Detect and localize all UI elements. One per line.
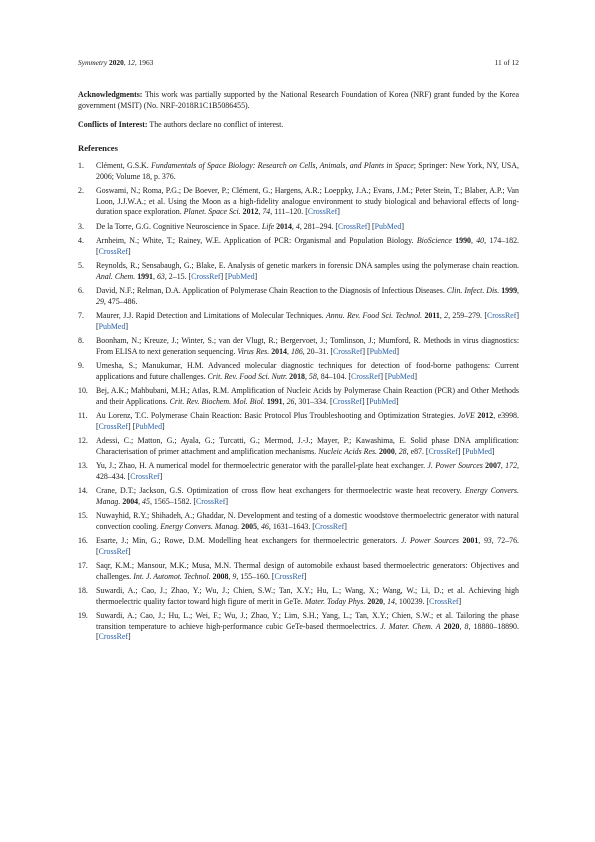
reference-journal: Life [261,221,275,231]
crossref-link[interactable]: CrossRef [337,221,368,231]
conflicts-label: Conflicts of Interest: [78,119,148,129]
reference-title: Achieving high thermoelectric quality factor toward high figure of merit in GeTe. [96,585,519,606]
crossref-link[interactable]: CrossRef [98,421,129,431]
reference-journal: BioScience [416,235,452,245]
reference-authors: Reynolds, R.; Sensabaugh, G.; Blake, E. [96,260,226,270]
reference-volume: 45 [142,496,150,506]
reference-year: 2008 [212,571,229,581]
reference-pages: 18880–18890. [473,621,519,631]
crossref-link[interactable]: CrossRef [130,471,160,481]
reference-year: 2020 [367,596,384,606]
reference-year: 1991 [137,271,153,281]
reference-year: 1991 [266,396,283,406]
reference-volume: 40 [476,235,485,245]
reference-authors: Clément, G.S.K. [96,160,149,170]
reference-item: 10. Bej, A.K.; Mahbubani, M.H.; Atlas, R.M. Amplification of Nucleic Acids by Polymerase Chain Reaction (PCR) and Other Methods and their Applications. Crit. Rev. Biochem. Mol. Biol. 1991, 26, 301–334. [CrossRef] [PubMed] [78,385,519,406]
running-header [78,58,519,67]
references-list [78,161,519,644]
reference-pages: 2–15. [168,271,187,281]
reference-item: 16. Esarte, J.; Min, G.; Rowe, D.M. Modelling heat exchangers for thermoelectric generators. J. Power Sources 2001, 93, 72–76. [CrossRef] [78,535,519,556]
reference-volume: 93 [483,535,492,545]
pubmed-link[interactable]: PubMed [369,346,397,356]
reference-item: 18. Suwardi, A.; Cao, J.; Zhao, Y.; Wu, J.; Chien, S.W.; Tan, X.Y.; Hu, L.; Wang, X.; Wang, W.; Li, D.; et al. Achieving high thermoelectric quality factor toward high figure of merit in GeTe. Mater. Today Phys. 2020, 14, 100239. [CrossRef] [78,585,519,606]
reference-title: Tailoring the phase transition temperature to achieve high-performance cubic GeTe-based thermoelectrics. [96,610,519,631]
reference-journal: Anal. Chem. [96,271,136,281]
pubmed-link[interactable]: PubMed [369,396,396,406]
pubmed-link[interactable]: PubMed [227,271,255,281]
reference-volume: 74 [262,207,271,217]
reference-number: 13. [78,460,88,470]
reference-journal: Mater. Today Phys. [304,596,366,606]
reference-number: 8. [78,335,84,345]
reference-journal: Nucleic Acids Res. [318,446,377,456]
reference-authors: De la Torre, G.G. [96,221,151,231]
reference-year: 2014 [276,221,292,231]
reference-journal: Energy Convers. Manag. [160,521,240,531]
reference-item: 11. Au Lorenz, T.C. Polymerase Chain Reaction: Basic Protocol Plus Troubleshooting and Optimization Strategies. JoVE 2012, e3998. [CrossRef] [PubMed] [78,410,519,431]
pubmed-link[interactable]: PubMed [465,446,492,456]
journal-year: 2020 [109,58,124,67]
crossref-link[interactable]: CrossRef [191,271,221,281]
acknowledgments-text: This work was partially supported by the National Research Foundation of Korea (NRF) grant funded by the Korea government (MSIT) (No. NRF-2018R1C1B5086455). [78,90,519,110]
pubmed-link[interactable]: PubMed [387,371,415,381]
reference-item: 15. Nuwayhid, R.Y.; Shihadeh, A.; Ghaddar, N. Development and testing of a domestic woodstove thermoelectric generator with natural convection cooling. Energy Convers. Manag. 2005, 46, 1631–1643. [CrossRef] [78,510,519,531]
crossref-link[interactable]: CrossRef [98,546,129,556]
reference-item: 2. Goswami, N.; Roma, P.G.; De Boever, P.; Clément, G.; Hargens, A.R.; Loeppky, J.A.; Evans, J.M.; Peter Stein, T.; Blaber, A.P.; Van Loon, J.J.W.A.; et al. Using the Moon as a high-fidelity analogue environment to study biological and behavioral effects of long-duration space exploration. Planet. Space Sci. 2012, 74, 111–120. [CrossRef] [78,185,519,217]
crossref-link[interactable]: CrossRef [486,310,517,320]
reference-year: 2012 [477,410,494,420]
reference-number: 10. [78,385,88,395]
reference-volume: 46 [260,521,269,531]
acknowledgments-label: Acknowledgments: [78,90,143,99]
reference-year: 2001 [462,535,479,545]
reference-journal: J. Power Sources [400,535,459,545]
reference-item: 7. Maurer, J.J. Rapid Detection and Limitations of Molecular Techniques. Annu. Rev. Food Sci. Technol. 2011, 2, 259–279. [CrossRef] [PubMed] [78,310,519,331]
reference-volume: 58 [308,371,317,381]
reference-pages: 281–294. [303,221,334,231]
reference-pages: e87. [410,446,424,456]
reference-year: 1999 [501,285,518,295]
reference-item: 12. Adessi, C.; Matton, G.; Ayala, G.; Turcatti, G.; Mermod, J.-J.; Mayer, P.; Kawashima, E. Solid phase DNA amplification: Characterisation of primer attachment and amplification mechanisms. Nucleic Acids Res. 2000, 28, e87. [CrossRef] [PubMed] [78,435,519,456]
article-number: 1963 [138,58,154,67]
crossref-link[interactable]: CrossRef [351,371,381,381]
reference-title: Application of Polymerase Chain Reaction to the Diagnosis of Infectious Diseases. [182,285,445,295]
conflicts-text: The authors declare no conflict of interest. [149,119,284,129]
reference-number: 11. [78,410,88,420]
reference-authors: Au Lorenz, T.C. [96,410,149,420]
main-content [78,90,519,647]
reference-item: 8. Boonham, N.; Kreuze, J.; Winter, S.; van der Vlugt, R.; Bergervoet, J.; Tomlinson, J.; Mumford, R. Methods in virus diagnostics: From ELISA to next generation sequencing. Virus Res. 2014, 186, 20–31. [CrossRef] [PubMed] [78,335,520,356]
reference-year: 2000 [378,446,395,456]
reference-pages: 72–76. [497,535,519,545]
reference-volume: 29 [96,296,104,306]
reference-item: 17. Saqr, K.M.; Mansour, M.K.; Musa, M.N. Thermal design of automobile exhaust based thermoelectric generators: Objectives and challenges. Int. J. Automot. Technol. 2008, 9, 155–160. [CrossRef] [78,560,519,581]
reference-item: 13. Yu, J.; Zhao, H. A numerical model for thermoelectric generator with the parallel-plate heat exchanger. J. Power Sources 2007, 172, 428–434. [CrossRef] [78,460,519,481]
reference-pages: 475–486. [107,296,138,306]
reference-journal: Int. J. Automot. Technol. [133,571,211,581]
reference-year: 2014 [271,346,287,356]
reference-journal: Clin. Infect. Dis. [446,285,500,295]
reference-journal: JoVE [457,410,475,420]
crossref-link[interactable]: CrossRef [98,632,129,642]
reference-number: 4. [78,235,84,245]
crossref-link[interactable]: CrossRef [428,446,458,456]
reference-authors: Crane, D.T.; Jackson, G.S. [96,485,184,495]
crossref-link[interactable]: CrossRef [332,396,362,406]
crossref-link[interactable]: CrossRef [274,571,304,581]
reference-authors: Maurer, J.J. [96,310,134,320]
reference-item: 4. Arnheim, N.; White, T.; Rainey, W.E. Application of PCR: Organismal and Population Biology. BioScience 1990, 40, 174–182. [CrossRef] [78,235,519,256]
crossref-link[interactable]: CrossRef [429,596,459,606]
reference-pages: 428–434. [96,471,126,481]
reference-journal: Energy Convers. Manag. [96,485,519,506]
reference-authors: Goswami, N.; Roma, P.G.; De Boever, P.; Clément, G.; Hargens, A.R.; Loeppky, J.A.; Evans, J.M.; Peter Stein, T.; Blaber, A.P.; Van Loon, J.J.W.A.; et al. [96,185,519,206]
reference-number: 14. [78,485,88,495]
reference-year: 2004 [122,496,139,506]
reference-year: 2020 [443,621,460,631]
reference-journal: J. Mater. Chem. A [380,621,441,631]
reference-item: 19. Suwardi, A.; Cao, J.; Hu, L.; Wei, F.; Wu, J.; Zhao, Y.; Lim, S.H.; Yang, L.; Tan, X.Y.; Chien, S.W.; et al. Tailoring the phase transition temperature to achieve high-performance cubic GeTe-based thermoelectrics. J. Mater. Chem. A 2020, 8, 18880–18890. [CrossRef] [78,610,519,642]
reference-title: Rapid Detection and Limitations of Molecular Techniques. [135,310,324,320]
reference-item [78,161,519,183]
reference-title: Polymerase Chain Reaction: Basic Protocol Plus Troubleshooting and Optimization Strategies. [150,410,456,420]
reference-volume: 186 [290,346,303,356]
reference-journal: Crit. Rev. Biochem. Mol. Biol. [169,396,265,406]
reference-volume: 2 [444,310,449,320]
reference-journal: Planet. Space Sci. [183,207,241,217]
reference-title: Using the Moon as a high-fidelity analogue environment to study biological and behavioral effects of long-duration space exploration. [96,196,519,217]
reference-title: Modelling heat exchangers for thermoelectric generators. [208,535,398,545]
reference-journal: Virus Res. [237,346,270,356]
reference-item: 3. De la Torre, G.G. Cognitive Neuroscience in Space. Life 2014, 4, 281–294. [CrossRef] [PubMed] [78,221,404,231]
reference-volume: 4 [295,221,300,231]
reference-number: 16. [78,535,88,545]
reference-item: 6. David, N.F.; Relman, D.A. Application of Polymerase Chain Reaction to the Diagnosis of Infectious Diseases. Clin. Infect. Dis. 1999, 29, 475–486. [78,285,519,306]
reference-journal: Crit. Rev. Food Sci. Nutr. [207,371,288,381]
reference-number: 3. [78,221,84,231]
reference-title: Methods in virus diagnostics: From ELISA to next generation sequencing. [96,335,520,356]
crossref-link[interactable]: CrossRef [314,521,345,531]
reference-item: 5. Reynolds, R.; Sensabaugh, G.; Blake, E. Analysis of genetic markers in forensic DNA samples using the polymerase chain reaction. Anal. Chem. 1991, 63, 2–15. [CrossRef] [PubMed] [78,260,519,281]
reference-item: 14. Crane, D.T.; Jackson, G.S. Optimization of cross flow heat exchangers for thermoelectric waste heat recovery. Energy Convers. Manag. 2004, 45, 1565–1582. [CrossRef] [78,485,519,506]
reference-authors: Suwardi, A.; Cao, J.; Zhao, Y.; Wu, J.; Chien, S.W.; Tan, X.Y.; Hu, L.; Wang, X.; Wang, W.; Li, D.; et al. [96,585,465,595]
reference-year: 1990 [455,235,471,245]
reference-title: Thermal design of automobile exhaust based thermoelectric generators: Objectives and challenges. [96,560,519,581]
reference-number: 18. [78,585,88,595]
journal-citation: Symmetry 2020, 12, 1963 [78,58,154,67]
reference-authors: Saqr, K.M.; Mansour, M.K.; Musa, M.N. [96,560,232,570]
crossref-link[interactable]: CrossRef [195,496,226,506]
crossref-link[interactable]: CrossRef [333,346,363,356]
reference-pages: 174–182. [489,235,519,245]
reference-pages: 1631–1643. [272,521,311,531]
reference-authors: David, N.F.; Relman, D.A. [96,285,181,295]
reference-authors: Adessi, C.; Matton, G.; Ayala, G.; Turcatti, G.; Mermod, J.-J.; Mayer, P.; Kawashima, E. [96,435,407,445]
reference-number: 17. [78,560,88,570]
reference-authors: Nuwayhid, R.Y.; Shihadeh, A.; Ghaddar, N. [96,510,236,520]
reference-title: Optimization of cross flow heat exchangers for thermoelectric waste heat recovery. [186,485,462,495]
page-number: 11 of 12 [494,58,519,67]
reference-number: 7. [78,310,84,320]
reference-number: 9. [78,360,84,370]
reference-authors: Boonham, N.; Kreuze, J.; Winter, S.; van der Vlugt, R.; Bergervoet, J.; Tomlinson, J.; Mumford, R. [96,335,421,345]
reference-volume: 28 [398,446,407,456]
reference-pages: 84–104. [320,371,347,381]
reference-pages: 20–31. [306,346,329,356]
reference-title: Fundamentals of Space Biology: Research on Cells, Animals, and Plants in Space [151,160,414,170]
reference-title: Analysis of genetic markers in forensic DNA samples using the polymerase chain reaction. [227,260,519,270]
reference-volume: 26 [286,396,295,406]
reference-authors: Arnheim, N.; White, T.; Rainey, W.E. [96,235,221,245]
reference-journal: Annu. Rev. Food Sci. Technol. [325,310,423,320]
reference-title: Cognitive Neuroscience in Space. [152,221,260,231]
reference-authors: Bej, A.K.; Mahbubani, M.H.; Atlas, R.M. [96,385,230,395]
reference-year: 2018 [289,371,305,381]
pubmed-link[interactable]: PubMed [135,421,163,431]
reference-pages: 301–334. [298,396,328,406]
reference-pages: 155–160. [240,571,270,581]
reference-title: A numerical model for thermoelectric generator with the parallel-plate heat exchanger. [148,460,426,470]
reference-pages: 111–120. [274,207,304,217]
reference-number: 2. [78,185,84,195]
crossref-link[interactable]: CrossRef [307,207,338,217]
journal-volume: 12 [127,58,135,67]
reference-title: Application of PCR: Organismal and Population Biology. [223,235,414,245]
reference-volume: 9 [232,571,237,581]
reference-year: 2007 [485,460,501,470]
reference-number: 5. [78,260,84,270]
reference-pages: 259–279. [452,310,482,320]
acknowledgments [78,90,519,112]
references-heading: References [78,142,118,153]
reference-item: 9. Umesha, S.; Manukumar, H.M. Advanced molecular diagnostic techniques for detection of food-borne pathogens: Current applications and future challenges. Crit. Rev. Food Sci. Nutr. 2018, 58, 84–104. [CrossRef] [PubMed] [78,360,519,381]
reference-title: Amplification of Nucleic Acids by Polymerase Chain Reaction (PCR) and Other Methods and their Applications. [96,385,519,406]
reference-authors: Esarte, J.; Min, G.; Rowe, D.M. [96,535,205,545]
reference-volume: 14 [387,596,395,606]
reference-number: 19. [78,610,88,620]
reference-number: 12. [78,435,88,445]
reference-journal: J. Power Sources [427,460,483,470]
crossref-link[interactable]: CrossRef [98,246,129,256]
reference-pages: 100239. [398,596,425,606]
reference-volume: 172 [505,460,518,470]
conflicts-of-interest [78,120,519,131]
pubmed-link[interactable]: PubMed [374,221,402,231]
reference-volume: 8 [464,621,469,631]
reference-year: 2011 [424,310,440,320]
reference-publisher: ; Springer: New York, NY, USA, 2006; Volume 18, p. 376. [96,160,519,181]
reference-title: Development and testing of a domestic woodstove thermoelectric generator with natural convection cooling. [96,510,519,531]
reference-pages: e3998. [497,410,519,420]
journal-name: Symmetry [78,58,108,67]
reference-year: 2005 [241,521,258,531]
reference-number: 1. [78,160,84,170]
reference-pages: 1565–1582. [153,496,192,506]
reference-title: Solid phase DNA amplification: Characterisation of primer attachment and amplification mechanisms. [96,435,519,456]
reference-number: 15. [78,510,88,520]
reference-authors: Umesha, S.; Manukumar, H.M. [96,360,204,370]
reference-volume: 63 [156,271,165,281]
pubmed-link[interactable]: PubMed [98,321,126,331]
reference-title: Advanced molecular diagnostic techniques for detection of food-borne pathogens: Current applications and future challenges. [96,360,519,381]
reference-year: 2012 [242,207,259,217]
reference-authors: Suwardi, A.; Cao, J.; Hu, L.; Wei, F.; Wu, J.; Zhao, Y.; Lim, S.H.; Yang, L.; Tan, X.Y.; Chien, S.W.; et al. [96,610,454,620]
reference-authors: Yu, J.; Zhao, H. [96,460,147,470]
reference-number: 6. [78,285,84,295]
